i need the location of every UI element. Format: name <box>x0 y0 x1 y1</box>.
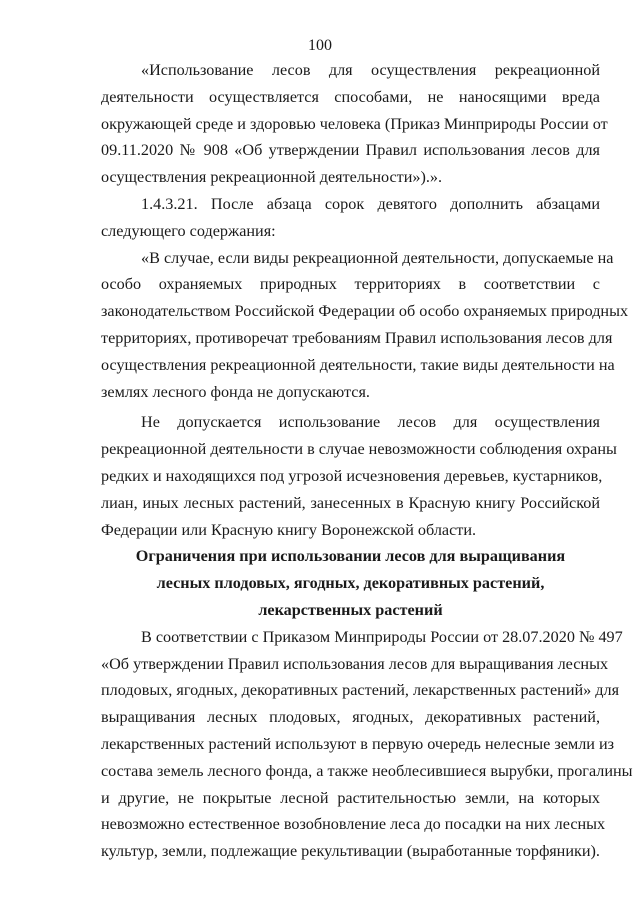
text-line: Федерации или Красную книгу Воронежской области. <box>101 520 477 539</box>
text-line: В соответствии с Приказом Минприроды России от 28.07.2020 № 497 <box>141 627 623 646</box>
paragraph-red-book-restriction <box>101 409 617 543</box>
text-line: землях лесного фонда не допускаются. <box>101 382 370 401</box>
heading-line: лекарственных растений <box>258 600 443 619</box>
text-line: рекреационной деятельности в случае невозможности соблюдения охраны <box>101 440 617 459</box>
paragraph-recreational-use-methods <box>101 57 608 191</box>
text-line: «В случае, если виды рекреационной деятельности, допускаемые на <box>141 248 614 267</box>
text-line: состава земель лесного фонда, а также необлесившиеся вырубки, прогалины <box>101 761 633 780</box>
text-line: осуществления рекреационной деятельности»).». <box>101 168 443 187</box>
heading-line: лесных плодовых, ягодных, декоративных растений, <box>156 574 545 593</box>
paragraph-amendment-1-4-3-21 <box>101 191 600 245</box>
page-number: 100 <box>308 37 332 54</box>
paragraph-protected-territories <box>101 245 629 406</box>
text-line: деятельности осуществляется способами, не наносящими вреда <box>101 87 600 106</box>
text-line: следующего содержания: <box>101 221 276 240</box>
text-line: окружающей среде и здоровью человека (Приказ Минприроды России от <box>101 114 608 133</box>
text-line: территориях, противоречат требованиям Правил использования лесов для <box>101 328 613 347</box>
text-line: 1.4.3.21. После абзаца сорок девятого дополнить абзацами <box>141 194 600 213</box>
paragraph-order-497 <box>101 624 633 865</box>
text-line: невозможно естественное возобновление леса до посадки на них лесных <box>101 815 606 834</box>
section-heading <box>101 543 600 623</box>
text-line: Не допускается использование лесов для осуществления <box>141 413 600 432</box>
text-line: «Об утверждении Правил использования лесов для выращивания лесных <box>101 654 609 673</box>
text-line: выращивания лесных плодовых, ягодных, декоративных растений, <box>101 708 600 727</box>
document-body <box>101 57 633 865</box>
text-line: и другие, не покрытые лесной растительностью земли, на которых <box>101 788 600 807</box>
heading-line: Ограничения при использовании лесов для выращивания <box>135 547 566 566</box>
text-line: особо охраняемых природных территориях в соответствии с <box>101 275 600 294</box>
text-line: культур, земли, подлежащие рекультивации (выработанные торфяники). <box>101 842 600 861</box>
text-line: лиан, иных лесных растений, занесенных в Красную книгу Российской <box>101 493 600 512</box>
text-line: осуществления рекреационной деятельности, такие виды деятельности на <box>101 355 615 374</box>
text-line: 09.11.2020 № 908 «Об утверждении Правил использования лесов для <box>101 141 600 160</box>
text-line: «Использование лесов для осуществления рекреационной <box>141 61 600 79</box>
text-line: лекарственных растений используют в первую очередь нелесные земли из <box>101 734 615 753</box>
text-line: законодательством Российской Федерации об особо охраняемых природных <box>101 302 629 321</box>
text-line: редких и находящихся под угрозой исчезновения деревьев, кустарников, <box>101 466 603 485</box>
text-line: плодовых, ягодных, декоративных растений, лекарственных растений» для <box>101 681 620 700</box>
